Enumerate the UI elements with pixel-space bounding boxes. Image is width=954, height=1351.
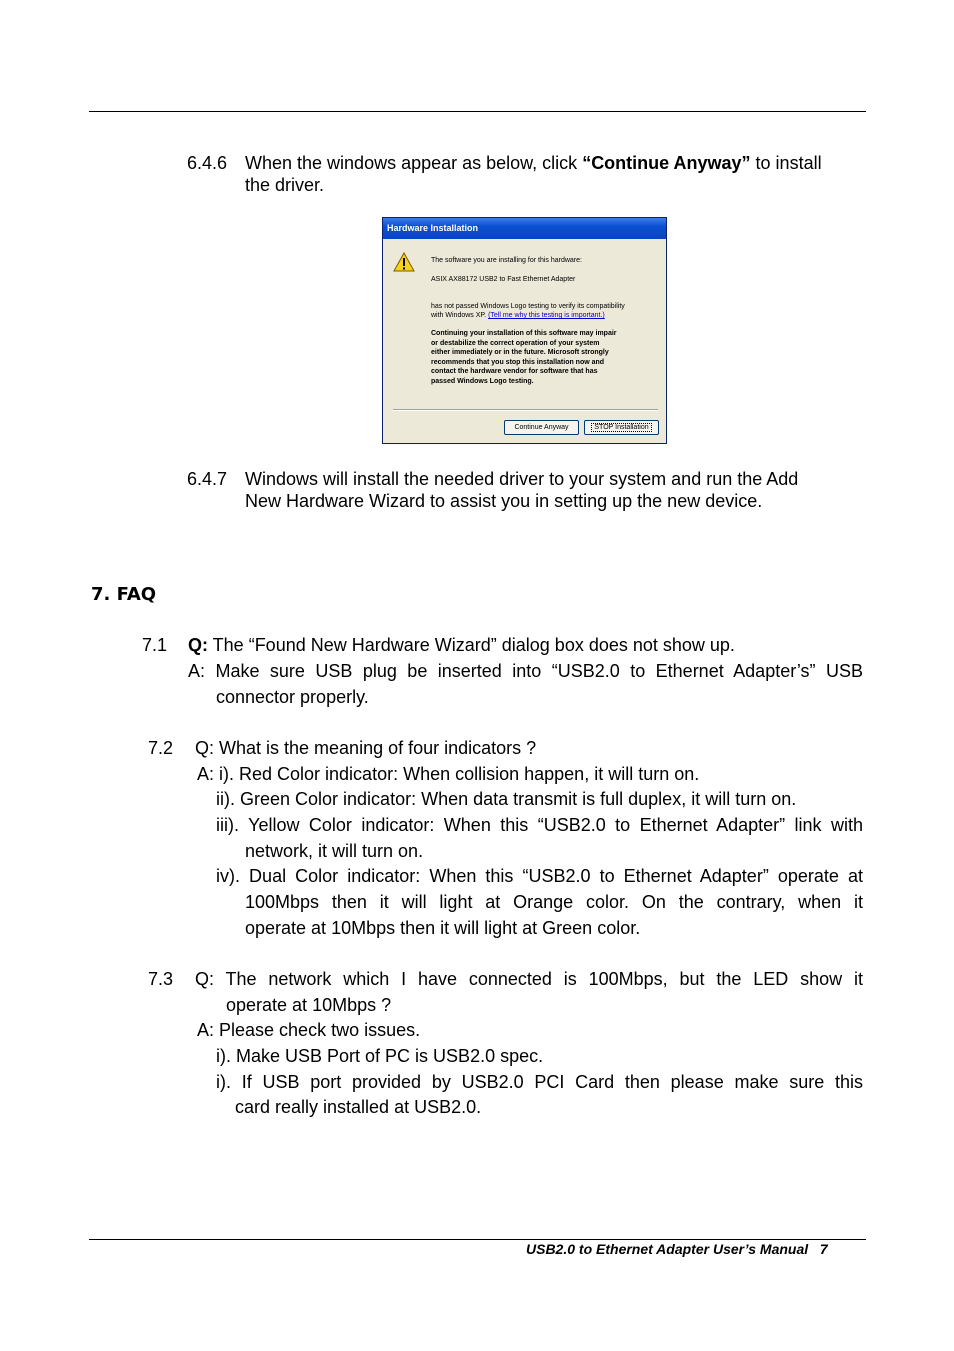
tell-me-why-link[interactable]: (Tell me why this testing is important.)	[488, 312, 605, 319]
faq-7-3-question-line1: Q: The network which I have connected is 100Mbps, but the LED show it	[195, 969, 863, 989]
section-646-text-before: When the windows appear as below, click	[245, 153, 583, 173]
dialog-warning-line6: passed Windows Logo testing.	[431, 377, 534, 385]
faq-7-1-q-label: Q:	[188, 635, 208, 655]
dialog-warning-line2: or destabilize the correct operation of your system	[431, 339, 600, 347]
faq-heading: 7. FAQ	[91, 584, 157, 605]
dialog-device-name: ASIX AX88172 USB2 to Fast Ethernet Adapter	[431, 276, 576, 283]
dialog-line3: has not passed Windows Logo testing to verify its compatibility	[431, 303, 625, 310]
dialog-warning-line4: recommends that you stop this installation now and	[431, 358, 605, 366]
faq-7-2-answer-iii-line1: iii). Yellow Color indicator: When this “USB2.0 to Ethernet Adapter” link with	[216, 815, 863, 835]
faq-7-3-item2-line1: i). If USB port provided by USB2.0 PCI Card then please make sure this	[216, 1072, 863, 1092]
faq-7-1-number: 7.1	[142, 635, 168, 655]
faq-7-3-answer: A: Please check two issues.	[197, 1020, 421, 1040]
faq-7-2-question: Q: What is the meaning of four indicators ?	[195, 738, 537, 758]
continue-anyway-label: Continue Anyway	[514, 424, 569, 431]
faq-7-1-question	[188, 634, 735, 656]
dialog-warning-line5: contact the hardware vendor for software that has	[431, 368, 598, 375]
faq-7-2-answer-ii: ii). Green Color indicator: When data transmit is full duplex, it will turn on.	[216, 789, 797, 809]
faq-7-2-answer-iv-line3: operate at 10Mbps then it will light at Green color.	[245, 918, 641, 938]
faq-7-2-answer-i: A: i). Red Color indicator: When collision happen, it will turn on.	[197, 764, 700, 784]
faq-7-3-item1: i). Make USB Port of PC is USB2.0 spec.	[216, 1046, 544, 1066]
footer-manual-title: USB2.0 to Ethernet Adapter User’s Manual	[526, 1241, 809, 1257]
header-rule	[89, 111, 866, 112]
faq-7-3-item2-line2: card really installed at USB2.0.	[235, 1097, 482, 1117]
faq-7-3-number: 7.3	[148, 969, 174, 989]
section-647-line2: New Hardware Wizard to assist you in setting up the new device.	[245, 491, 763, 511]
continue-anyway-button[interactable]	[504, 420, 579, 435]
faq-7-3-question-line2: operate at 10Mbps ?	[226, 995, 392, 1015]
faq-7-1-answer-line1: A: Make sure USB plug be inserted into “USB2.0 to Ethernet Adapter’s” USB	[188, 661, 863, 681]
section-number-646: 6.4.6	[187, 153, 228, 173]
faq-7-2-number: 7.2	[148, 738, 174, 758]
faq-7-2-answer-iv-line1: iv). Dual Color indicator: When this “USB2.0 to Ethernet Adapter” operate at	[216, 866, 863, 886]
dialog-title: Hardware Installation	[383, 218, 666, 239]
section-647-line1: Windows will install the needed driver to your system and run the Add	[245, 469, 799, 489]
faq-7-1-q-text: The “Found New Hardware Wizard” dialog box does not show up.	[208, 635, 735, 655]
warning-icon	[393, 252, 415, 272]
dialog-separator	[393, 409, 658, 411]
section-number-647: 6.4.7	[187, 469, 228, 489]
dialog-warning-line3: either immediately or in the future. Microsoft strongly	[431, 349, 609, 356]
section-646-line2: the driver.	[245, 175, 325, 195]
faq-7-2-answer-iv-line2: 100Mbps then it will light at Orange color. On the contrary, when it	[245, 892, 863, 912]
page-footer	[526, 1240, 828, 1258]
dialog-line4	[431, 311, 605, 321]
dialog-line1: The software you are installing for this hardware:	[431, 257, 582, 264]
section-646-line1	[245, 152, 822, 174]
section-646-text-after: to install	[750, 153, 822, 173]
dialog-line4-prefix: with Windows XP.	[431, 312, 489, 319]
footer-page-number: 7	[819, 1241, 828, 1257]
faq-7-2-answer-iii-line2: network, it will turn on.	[245, 841, 424, 861]
dialog-body	[383, 239, 666, 443]
stop-installation-button[interactable]	[584, 420, 659, 435]
faq-7-1-answer-line2: connector properly.	[216, 687, 369, 707]
hardware-installation-dialog	[382, 217, 667, 444]
dialog-warning-line1: Continuing your installation of this software may impair	[431, 330, 617, 337]
continue-anyway-emphasis: “Continue Anyway”	[582, 153, 751, 173]
stop-installation-label: STOP Installation	[594, 424, 649, 431]
